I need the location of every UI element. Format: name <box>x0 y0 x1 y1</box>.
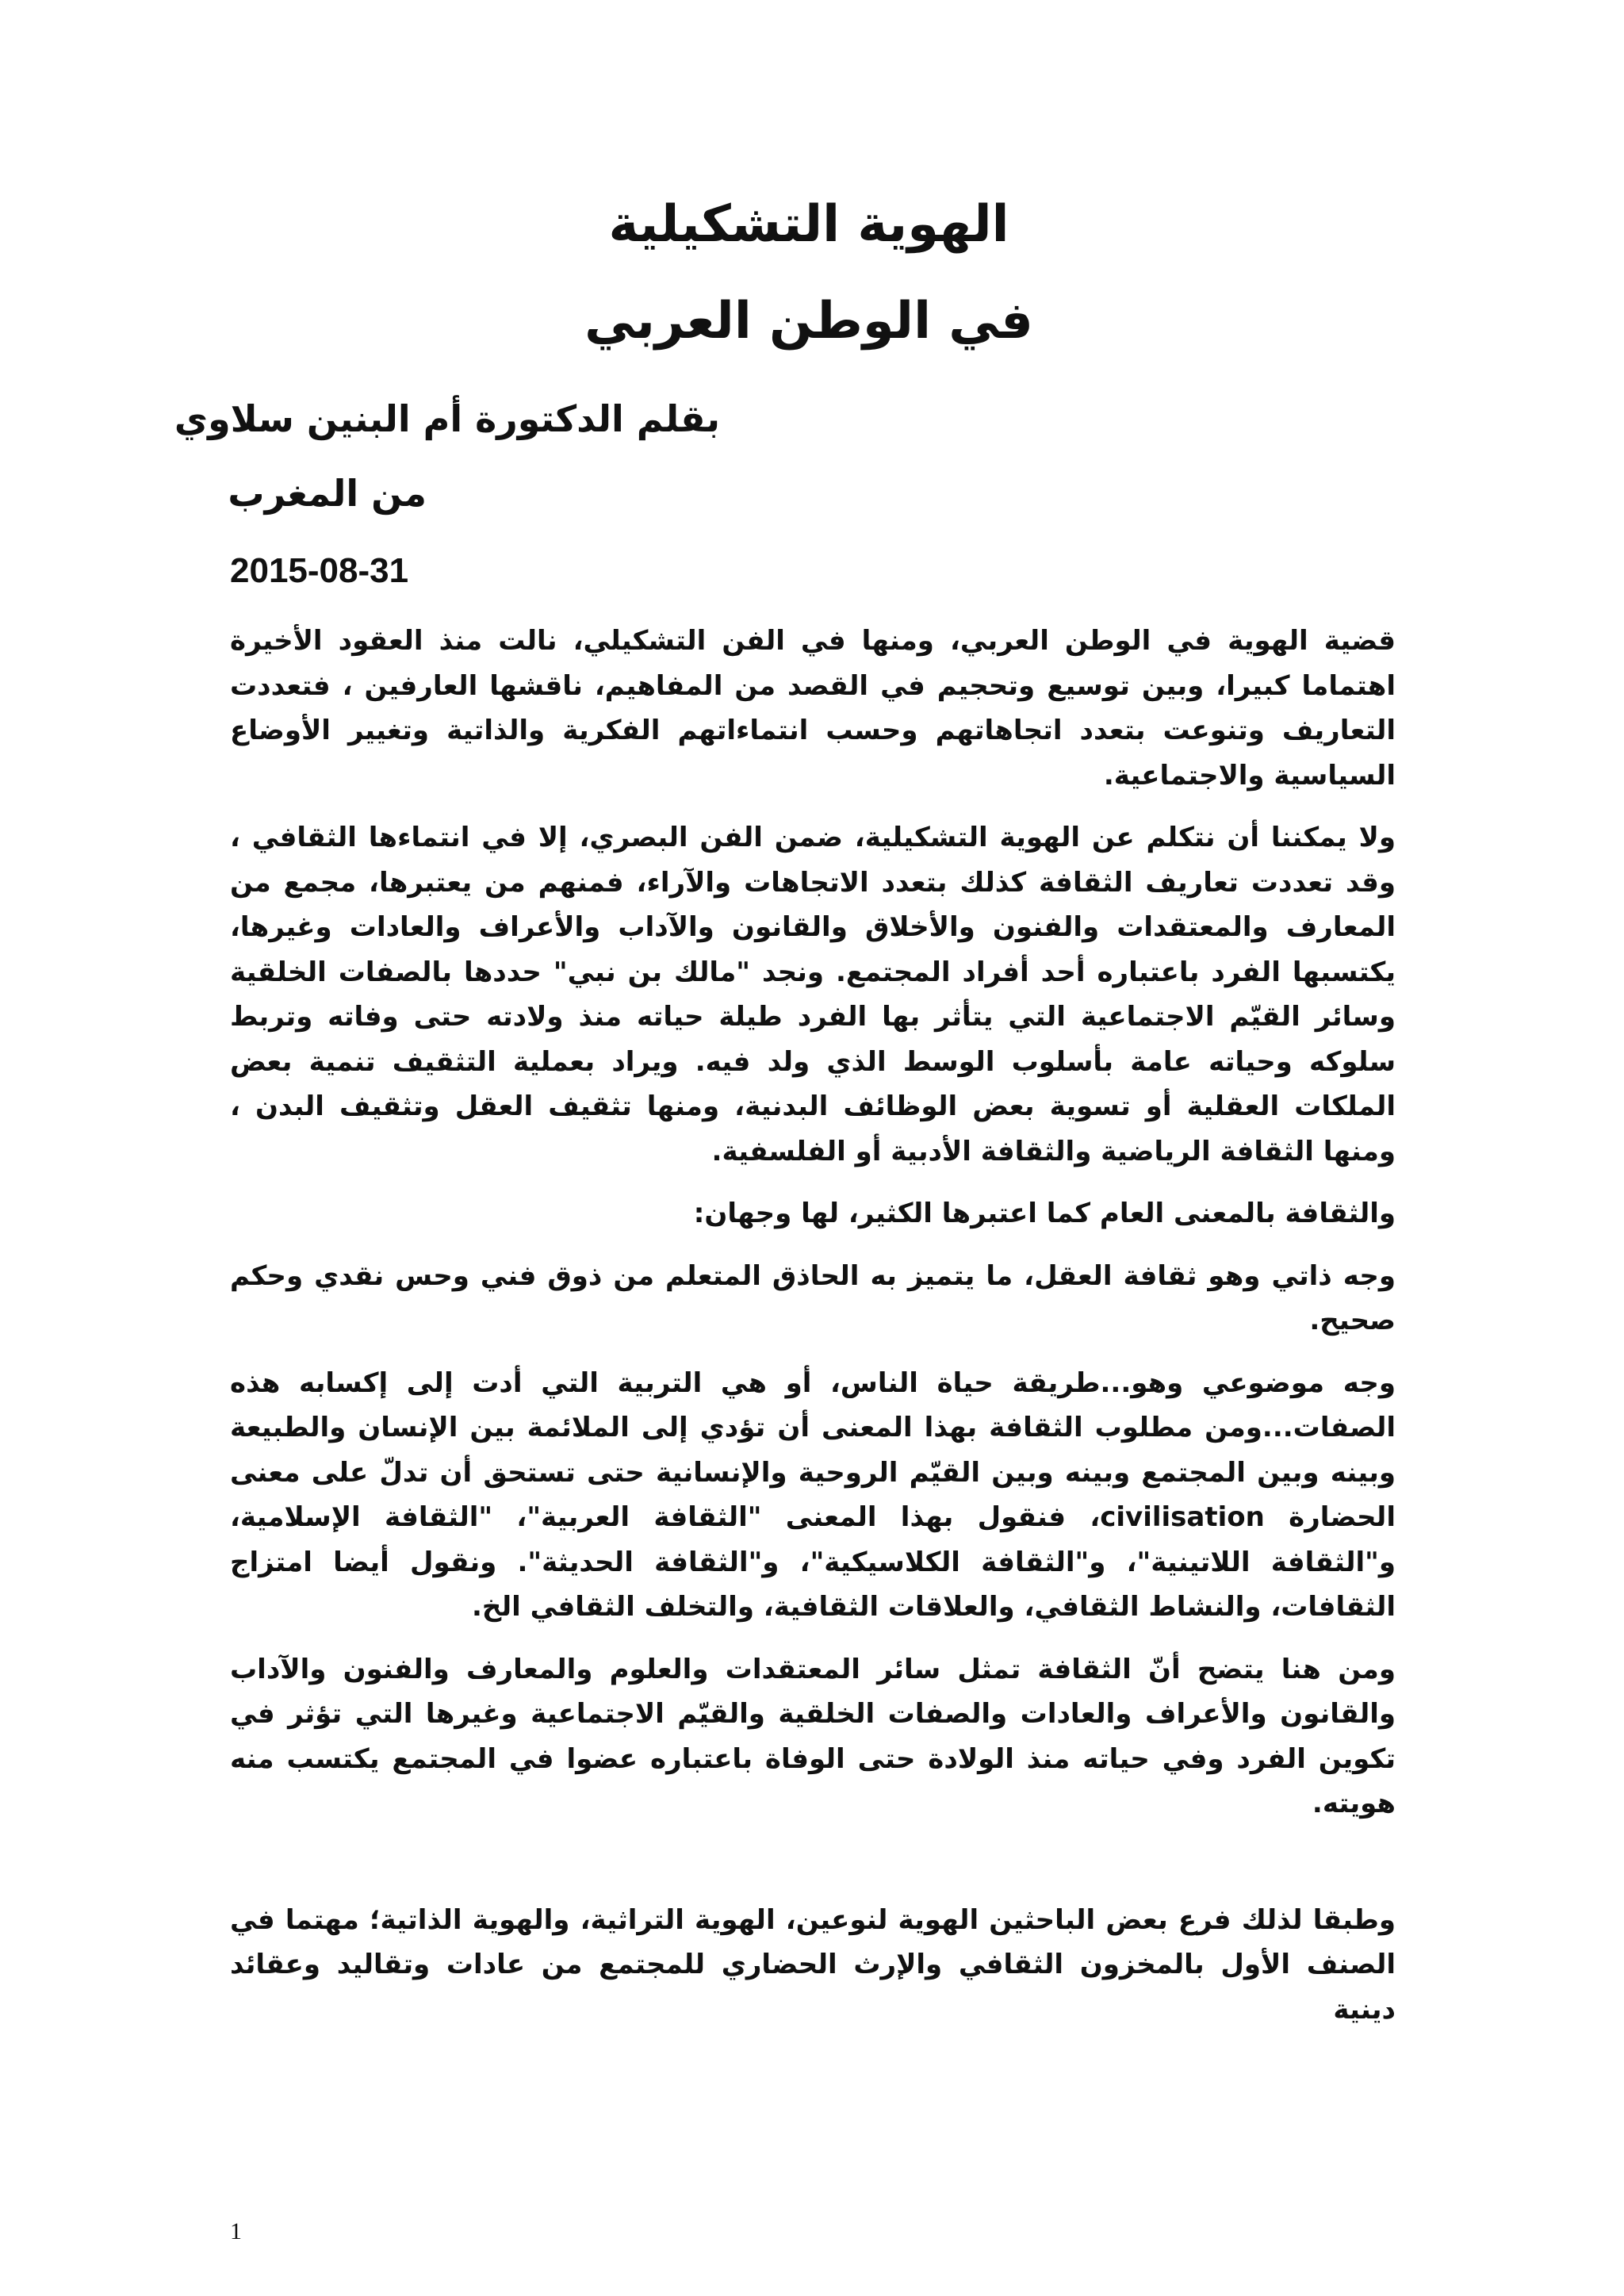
author-byline: بقلم الدكتورة أم البنين سلاوي <box>174 397 720 440</box>
publication-date: 2015-08-31 <box>230 551 409 590</box>
article-body <box>230 619 1396 2049</box>
paragraph: وجه موضوعي وهو...طريقة حياة الناس، أو هي التربية التي أدت إلى إكسابه هذه الصفات...ومن مطلوب الثقافة بهذا المعنى أن تؤدي إلى الملائمة بين الإنسان والطبيعة وبينه وبين المجتمع وبينه وبين القيّم الروحية والإنسانية حتى تستحق أن تدلّ على معنى الحضارة civilisation، فنقول بهذا المعنى "الثقافة العربية"، "الثقافة الإسلامية، و"الثقافة اللاتينية"، و"الثقافة الكلاسيكية"، و"الثقافة الحديثة". ونقول أيضا امتزاج الثقافات، والنشاط الثقافي، والعلاقات الثقافية، والتخلف الثقافي الخ. <box>230 1366 1396 1623</box>
paragraph: والثقافة بالمعنى العام كما اعتبرها الكثير، لها وجهان: <box>693 1198 1396 1229</box>
paragraph: وجه ذاتي وهو ثقافة العقل، ما يتميز به الحاذق المتعلم من ذوق فني وحس نقدي وحكم صحيح. <box>230 1259 1396 1336</box>
author-origin: من المغرب <box>228 472 427 515</box>
paragraph: وطبقا لذلك فرع بعض الباحثين الهوية لنوعين، الهوية التراثية، والهوية الذاتية؛ مهتما في الصنف الأول بالمخزون الثقافي والإرث الحضاري للمجتمع من عادات وتقاليد وعقائد دينية <box>230 1903 1396 2026</box>
title-line-1: الهوية التشكيلية <box>608 195 1009 254</box>
title-line-2: في الوطن العربي <box>584 292 1033 351</box>
paragraph: ولا يمكننا أن نتكلم عن الهوية التشكيلية، ضمن الفن البصري، إلا في انتماءها الثقافي ، وقد تعددت تعاريف الثقافة كذلك بتعدد الاتجاهات والآراء، فمنهم من يعتبرها، مجمع من المعارف والمعتقدات والفنون والأخلاق والقانون والآداب والأعراف والعادات وغيرها، يكتسبها الفرد باعتباره أحد أفراد المجتمع. ونجد "مالك بن نبي" حددها بالصفات الخلقية وسائر القيّم الاجتماعية التي يتأثر بها الفرد طيلة حياته منذ ولادته حتى وفاته وتربط سلوكه وحياته عامة بأسلوب الوسط الذي ولد فيه. ويراد بعملية التثقيف تنمية بعض الملكات العقلية أو تسوية بعض الوظائف البدنية، ومنها تثقيف العقل وتثقيف البدن ، ومنها الثقافة الرياضية والثقافة الأدبية أو الفلسفية. <box>230 822 1396 1167</box>
paragraph: قضية الهوية في الوطن العربي، ومنها في الفن التشكيلي، نالت منذ العقود الأخيرة اهتماما كبيرا، وبين توسيع وتحجيم في القصد من المفاهيم، ناقشها العارفين ، فتعددت التعاريف وتنوعت بتعدد اتجاهاتهم وحسب انتماءاتهم الفكرية والذاتية وتغيير الأوضاع السياسية والاجتماعية. <box>230 625 1396 792</box>
paragraph: ومن هنا يتضح أنّ الثقافة تمثل سائر المعتقدات والعلوم والمعارف والفنون والآداب والقانون والأعراف والعادات والصفات الخلقية والقيّم الاجتماعية وغيرها التي تؤثر في تكوين الفرد وفي حياته منذ الولادة حتى الوفاة باعتباره عضوا في المجتمع يكتسب منه هويته. <box>230 1653 1396 1819</box>
page-number: 1 <box>230 2218 242 2244</box>
